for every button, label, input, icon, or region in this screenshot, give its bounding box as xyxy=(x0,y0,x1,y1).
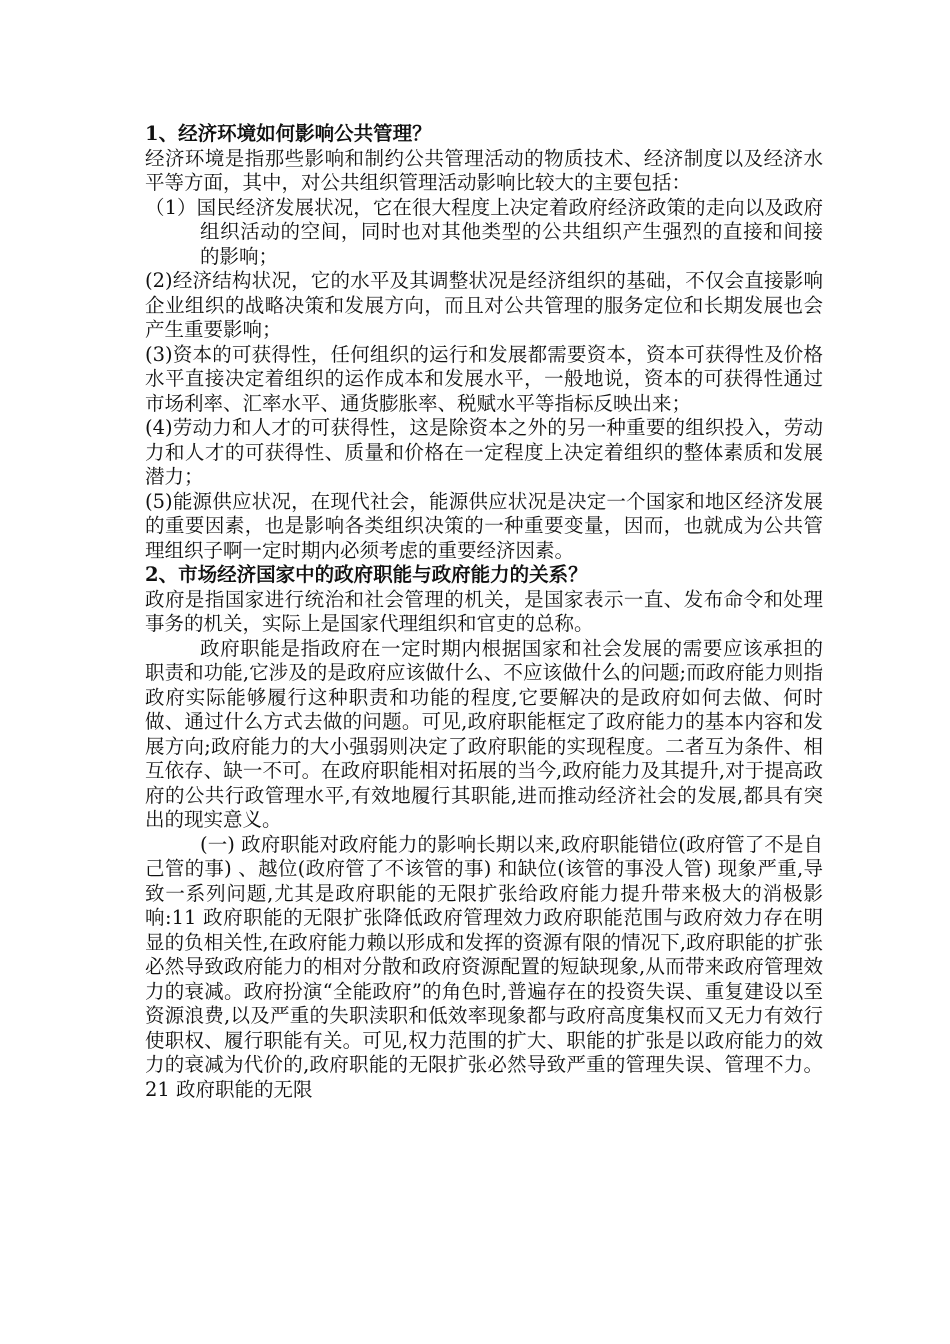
question-2-intro: 政府是指国家进行统治和社会管理的机关，是国家表示一直、发布命令和处理事务的机关，实际上是国家代理组织和官吏的总称。 xyxy=(145,587,823,635)
question-2-paragraph-1: 政府职能是指政府在一定时期内根据国家和社会发展的需要应该承担的职责和功能,它涉及的是政府应该做什么、不应该做什么的问题;而政府能力则指政府实际能够履行这种职责和功能的程度,它要解决的是政府如何去做、何时做、通过什么方式去做的问题。可见,政府职能框定了政府能力的基本内容和发展方向;政府能力的大小强弱则决定了政府职能的实现程度。二者互为条件、相互依存、缺一不可。在政府职能相对拓展的当今,政府能力及其提升,对于提高政府的公共行政管理水平,有效地履行其职能,进而推动经济社会的发展,都具有突出的现实意义。 xyxy=(145,636,823,831)
question-2-paragraph-2: (一) 政府职能对政府能力的影响长期以来,政府职能错位(政府管了不是自己管的事) 、越位(政府管了不该管的事) 和缺位(该管的事没人管) 现象严重,导致一系列问题,尤其是政府职能的无限扩张给政府能力提升带来极大的消极影响:11 政府职能的无限扩张降低政府管理效力政府职能范围与政府效力存在明显的负相关性,在政府能力赖以形成和发挥的资源有限的情况下,政府职能的扩张必然导致政府能力的相对分散和政府资源配置的短缺现象,从而带来政府管理效力的衰减。政府扮演“全能政府”的角色时,普遍存在的投资失误、重复建设以至资源浪费,以及严重的失职渎职和低效率现象都与政府高度集权而又无力有效行使职权、履行职能有关。可见,权力范围的扩大、职能的扩张是以政府能力的效力的衰减为代价的,政府职能的无限扩张必然导致严重的管理失误、管理不力。21 政府职能的无限 xyxy=(145,832,823,1101)
document-page xyxy=(145,122,823,1102)
question-1-item-5: (5)能源供应状况，在现代社会，能源供应状况是决定一个国家和地区经济发展的重要因素，也是影响各类组织决策的一种重要变量，因而，也就成为公共管理组织子啊一定时期内必须考虑的重要经济因素。 xyxy=(145,489,823,562)
question-2-title: 2、市场经济国家中的政府职能与政府能力的关系？ xyxy=(145,563,588,586)
question-1-item-2: (2)经济结构状况，它的水平及其调整状况是经济组织的基础，不仅会直接影响企业组织的战略决策和发展方向，而且对公共管理的服务定位和长期发展也会产生重要影响； xyxy=(145,269,823,341)
question-1-item-3: (3)资本的可获得性，任何组织的运行和发展都需要资本，资本可获得性及价格水平直接决定着组织的运作成本和发展水平，一般地说，资本的可获得性通过市场利率、汇率水平、通货膨胀率、税赋水平等指标反映出来； xyxy=(145,342,823,415)
question-1-item-4: (4)劳动力和人才的可获得性，这是除资本之外的另一种重要的组织投入，劳动力和人才的可获得性、质量和价格在一定程度上决定着组织的整体素质和发展潜力； xyxy=(145,416,823,488)
question-1-title: 1、经济环境如何影响公共管理？ xyxy=(145,122,432,145)
question-1-item-1: （1）国民经济发展状况，它在很大程度上决定着政府经济政策的走向以及政府组织活动的空间，同时也对其他类型的公共组织产生强烈的直接和间接的影响； xyxy=(145,195,823,268)
question-1-intro: 经济环境是指那些影响和制约公共管理活动的物质技术、经济制度以及经济水平等方面，其中，对公共组织管理活动影响比较大的主要包括： xyxy=(145,146,823,194)
